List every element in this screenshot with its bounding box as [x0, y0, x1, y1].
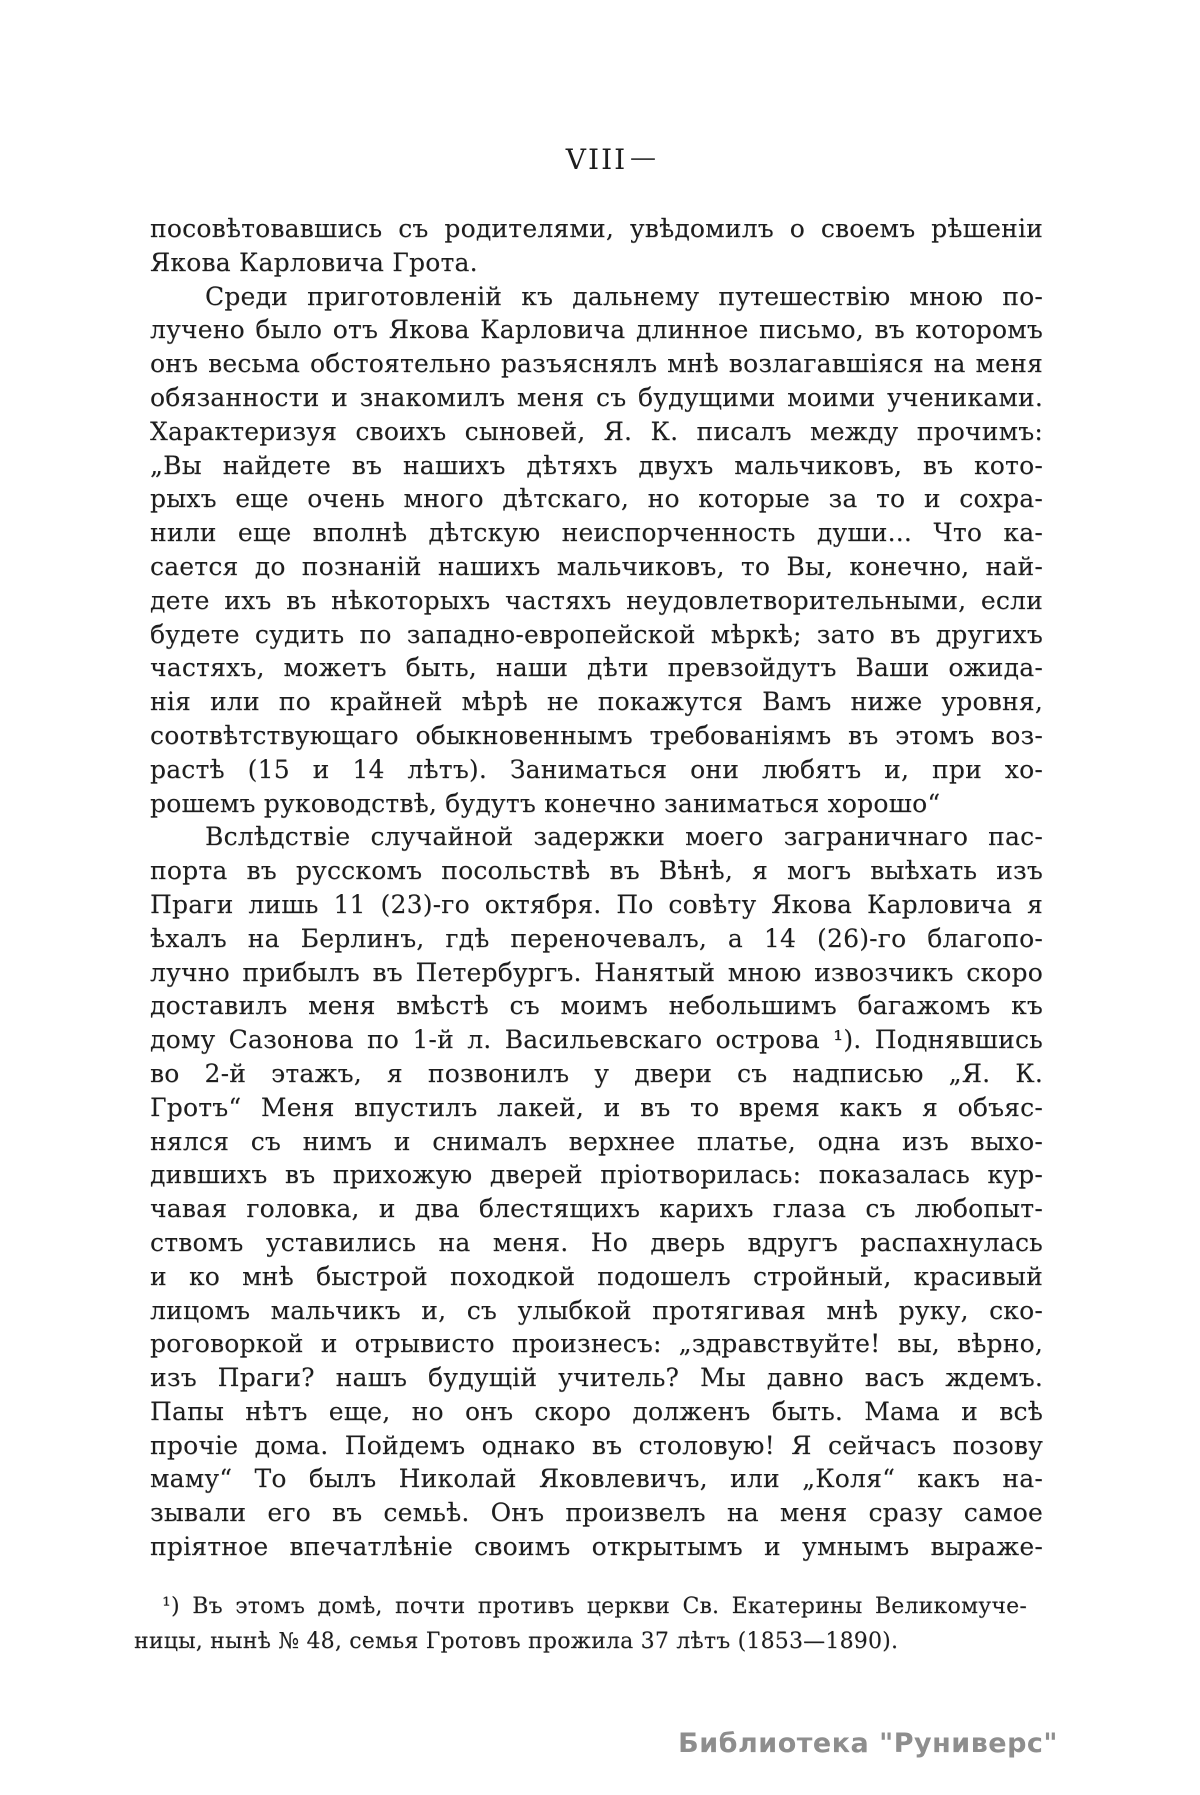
text-line: и ко мнѣ быстрой походкой подошелъ стройный, красивый [150, 1261, 1043, 1291]
text-line: чавая головка, и два блестящихъ карихъ глаза съ любопыт- [150, 1194, 1043, 1224]
text-line: Гротъ“ Меня впустилъ лакей, и въ то время какъ я объяс- [150, 1092, 1043, 1122]
text-line: лицомъ мальчикъ и, съ улыбкой протягивая мнѣ руку, ско- [150, 1295, 1043, 1325]
text-line: роговоркой и отрывисто произнесъ: „здравствуйте! вы, вѣрно, [150, 1329, 1043, 1359]
text-line: ницы, нынѣ № 48, семья Гротовъ прожила 37 лѣтъ (1853—1890). [134, 1629, 899, 1654]
paragraph [150, 212, 1043, 280]
text-line: посовѣтовавшись съ родителями, увѣдомилъ о своемъ рѣшеніи [150, 214, 1043, 243]
text-line: растѣ (15 и 14 лѣтъ). Заниматься они любятъ и, при хо- [150, 754, 1043, 784]
text-line: ѣхалъ на Берлинъ, гдѣ переночевалъ, а 14 (26)-го благопо- [150, 923, 1043, 953]
text-line: зывали его въ семьѣ. Онъ произвелъ на меня сразу самое [150, 1498, 1043, 1528]
text-line: дившихъ въ прихожую дверей пріотворилась: показалась кур- [150, 1160, 1043, 1190]
library-watermark: Библиотека "Руниверс" [678, 1728, 1058, 1759]
text-line: рыхъ еще очень много дѣтскаго, но которые за то и сохра- [150, 484, 1043, 514]
text-line: Якова Карловича Грота. [150, 247, 478, 277]
text-line: соотвѣтствующаго обыкновеннымъ требованіямъ въ этомъ воз- [150, 720, 1043, 750]
text-line: нили еще вполнѣ дѣтскую неиспорченность души... Что ка- [150, 518, 1043, 548]
main-text [150, 212, 1043, 1564]
text-line: дому Сазонова по 1-й л. Васильевскаго острова ¹). Поднявшись [150, 1025, 1043, 1055]
text-line: частяхъ, можетъ быть, наши дѣти превзойдутъ Ваши ожида- [150, 653, 1043, 683]
text-line: дете ихъ въ нѣкоторыхъ частяхъ неудовлетворительными, если [150, 585, 1043, 615]
text-line: доставилъ меня вмѣстѣ съ моимъ небольшимъ багажомъ къ [150, 991, 1043, 1021]
text-line: сается до познаній нашихъ мальчиковъ, то Вы, конечно, най- [150, 551, 1043, 581]
text-line: нялся съ нимъ и снималъ верхнее платье, одна изъ выхо- [150, 1126, 1043, 1156]
text-line: „Вы найдете въ нашихъ дѣтяхъ двухъ мальчиковъ, въ кото- [150, 450, 1043, 480]
text-line: Среди приготовленій къ дальнему путешествію мною по- [205, 281, 1043, 311]
text-line: ствомъ уставились на меня. Но дверь вдругъ распахнулась [150, 1227, 1043, 1257]
text-line: Праги лишь 11 (23)-го октября. По совѣту Якова Карловича я [150, 889, 1043, 919]
text-line: обязанности и знакомилъ меня съ будущими моими учениками. [150, 382, 1043, 412]
text-line: Характеризуя своихъ сыновей, Я. К. писалъ между прочимъ: [150, 416, 1043, 446]
text-line: Вслѣдствіе случайной задержки моего заграничнаго пас- [205, 822, 1043, 852]
text-line: прочіе дома. Пойдемъ однако въ столовую! Я сейчасъ позову [150, 1430, 1043, 1460]
footnote [134, 1589, 1027, 1659]
paragraph [150, 280, 1043, 821]
text-line: нія или по крайней мѣрѣ не покажутся Вамъ ниже уровня, [150, 687, 1043, 717]
text-line: лучно прибылъ въ Петербургъ. Нанятый мною извозчикъ скоро [150, 957, 1043, 987]
text-line: изъ Праги? нашъ будущій учитель? Мы давно васъ ждемъ. [150, 1363, 1043, 1393]
text-line: Папы нѣтъ еще, но онъ скоро долженъ быть. Мама и всѣ [150, 1396, 1043, 1426]
text-line: будете судить по западно-европейской мѣркѣ; зато въ другихъ [150, 619, 1043, 649]
text-line: маму“ То былъ Николай Яковлевичъ, или „Коля“ какъ на- [150, 1464, 1043, 1494]
text-line: рошемъ руководствѣ, будутъ конечно заниматься хорошо“ [150, 788, 941, 818]
paragraph [150, 820, 1043, 1564]
header-dash-artifact: — [630, 143, 653, 173]
page-number: VIII [565, 143, 628, 176]
text-line: порта въ русскомъ посольствѣ въ Вѣнѣ, я могъ выѣхать изъ [150, 856, 1043, 886]
text-line: онъ весьма обстоятельно разъяснялъ мнѣ возлагавшіяся на меня [150, 349, 1043, 379]
text-line: пріятное впечатлѣніе своимъ открытымъ и умнымъ выраже- [150, 1532, 1043, 1562]
text-line: лучено было отъ Якова Карловича длинное письмо, въ которомъ [150, 315, 1043, 345]
text-line: ¹) Въ этомъ домѣ, почти противъ церкви Св. Екатерины Великомуче- [162, 1594, 1027, 1619]
text-line: во 2-й этажъ, я позвонилъ у двери съ надписью „Я. К. [150, 1058, 1043, 1088]
page-header [150, 143, 1043, 179]
